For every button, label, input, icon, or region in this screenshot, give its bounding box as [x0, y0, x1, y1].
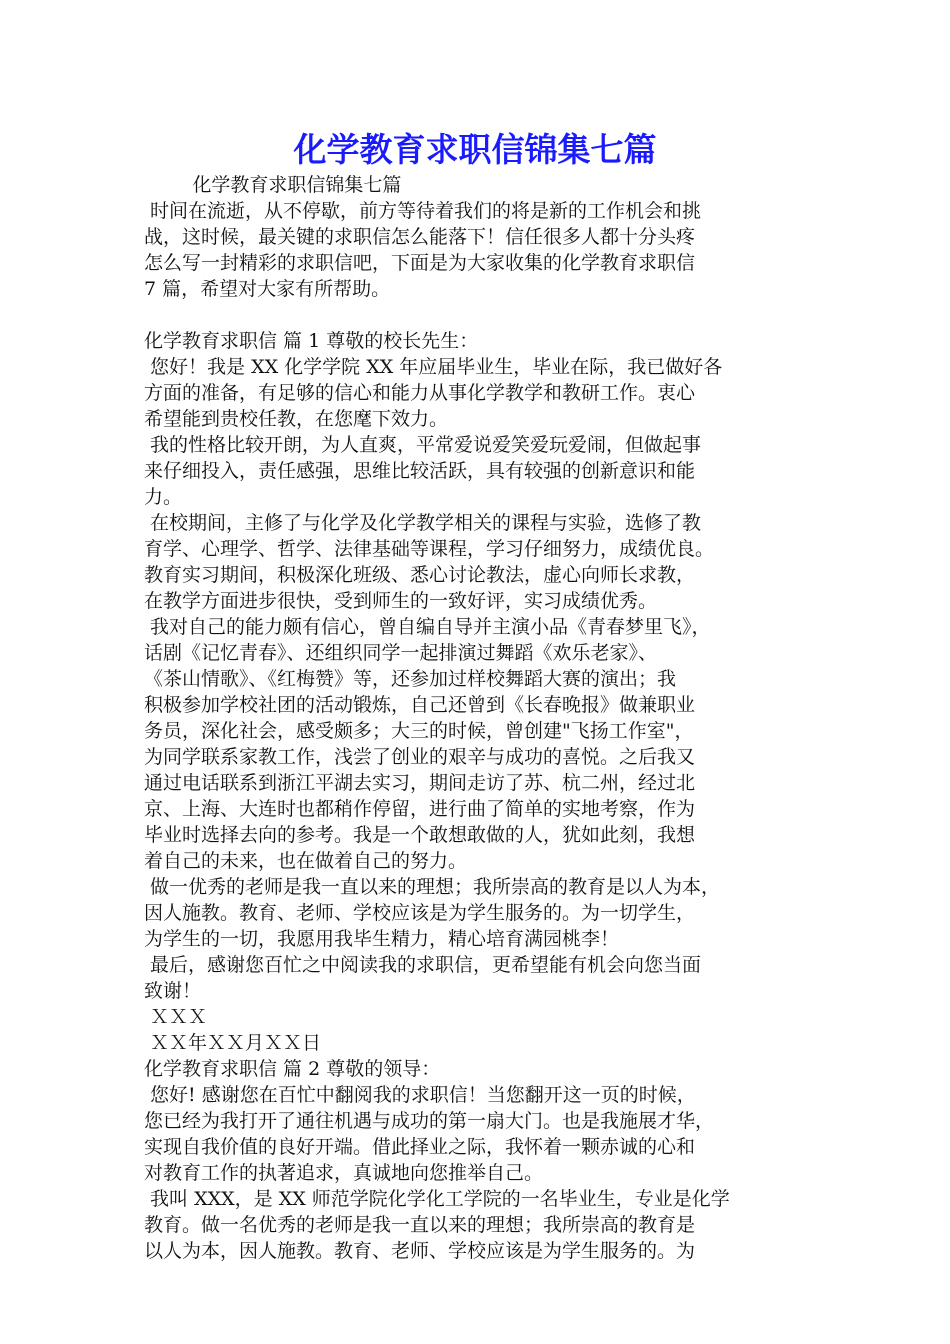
text-line: 化学教育求职信 篇 2 尊敬的领导： [144, 1058, 441, 1080]
text-line: ＸＸＸ [144, 1006, 208, 1028]
text-line: 实现自我价值的良好开端。借此择业之际，我怀着一颗赤诚的心和 [144, 1136, 696, 1158]
text-line: 做一优秀的老师是我一直以来的理想；我所崇高的教育是以人为本， [144, 876, 721, 898]
text-line: ＸＸ年ＸＸ月ＸＸ日 [144, 1032, 322, 1054]
text-line: 以人为本，因人施教。教育、老师、学校应该是为学生服务的。为 [144, 1240, 696, 1262]
text-line: 对教育工作的执著追求，真诚地向您推举自己。 [144, 1162, 544, 1184]
text-line: 希望能到贵校任教，在您麾下效力。 [144, 408, 449, 430]
text-line: 来仔细投入，责任感强，思维比较活跃，具有较强的创新意识和能 [144, 460, 696, 482]
text-line: 《茶山情歌》、《红梅赞》等，还参加过样校舞蹈大赛的演出；我 [144, 668, 677, 690]
text-line: 您已经为我打开了通往机遇与成功的第一扇大门。也是我施展才华， [144, 1110, 715, 1132]
text-line: 教育实习期间，积极深化班级、悉心讨论教法，虚心向师长求教， [144, 564, 696, 586]
text-line: 育学、心理学、哲学、法律基础等课程，学习仔细努力，成绩优良。 [144, 538, 715, 560]
text-line: 您好! 感谢您在百忙中翻阅我的求职信！当您翻开这一页的时候， [144, 1084, 696, 1106]
text-line: 积极参加学校社团的活动锻炼，自己还曾到《长春晚报》做兼职业 [144, 694, 696, 716]
text-line: 通过电话联系到浙江平湖去实习，期间走访了苏、杭二州，经过北 [144, 772, 696, 794]
text-line: 化学教育求职信 篇 1 尊敬的校长先生： [144, 330, 479, 352]
text-line: 务员，深化社会，感受颇多；大三的时候，曾创建"飞扬工作室"， [144, 720, 694, 742]
text-line: 化学教育求职信锦集七篇 [144, 174, 402, 196]
text-line: 方面的准备，有足够的信心和能力从事化学教学和教研工作。衷心 [144, 382, 696, 404]
text-line: 致谢！ [144, 980, 202, 1002]
text-line: 在校期间，主修了与化学及化学教学相关的课程与实验，选修了教 [144, 512, 702, 534]
document-body [144, 172, 810, 1264]
text-line: 为同学联系家教工作，浅尝了创业的艰辛与成功的喜悦。之后我又 [144, 746, 696, 768]
text-line: 教育。做一名优秀的老师是我一直以来的理想；我所崇高的教育是 [144, 1214, 696, 1236]
text-line: 我的性格比较开朗，为人直爽，平常爱说爱笑爱玩爱闹，但做起事 [144, 434, 702, 456]
document-title: 化学教育求职信锦集七篇 [293, 130, 657, 169]
text-line: 我叫 XXX，是 XX 师范学院化学化工学院的一名毕业生，专业是化学 [144, 1188, 730, 1210]
text-line: 您好！我是 XX 化学学院 XX 年应届毕业生，毕业在际，我已做好各 [144, 356, 723, 378]
text-line: 着自己的未来，也在做着自己的努力。 [144, 850, 468, 872]
text-line: 话剧《记忆青春》、还组织同学一起排演过舞蹈《欢乐老家》、 [144, 642, 658, 664]
text-line: 京、上海、大连时也都稍作停留，进行曲了简单的实地考察，作为 [144, 798, 696, 820]
text-line: 最后，感谢您百忙之中阅读我的求职信，更希望能有机会向您当面 [144, 954, 702, 976]
blank-line [144, 302, 810, 328]
text-line: 7 篇，希望对大家有所帮助。 [144, 278, 391, 300]
text-line: 怎么写一封精彩的求职信吧，下面是为大家收集的化学教育求职信 [144, 252, 696, 274]
text-line: 我对自己的能力颇有信心，曾自编自导并主演小品《青春梦里飞》， [144, 616, 711, 638]
text-line: 因人施教。教育、老师、学校应该是为学生服务的。为一切学生， [144, 902, 696, 924]
text-line: 力。 [144, 486, 183, 508]
text-line: 战，这时候，最关键的求职信怎么能落下！信任很多人都十分头疼 [144, 226, 696, 248]
text-line: 在教学方面进步很快，受到师生的一致好评，实习成绩优秀。 [144, 590, 658, 612]
text-line: 为学生的一切，我愿用我毕生精力，精心培育满园桃李！ [144, 928, 620, 950]
text-line: 毕业时选择去向的参考。我是一个敢想敢做的人，犹如此刻，我想 [144, 824, 696, 846]
text-line: 时间在流逝，从不停歇，前方等待着我们的将是新的工作机会和挑 [144, 200, 702, 222]
